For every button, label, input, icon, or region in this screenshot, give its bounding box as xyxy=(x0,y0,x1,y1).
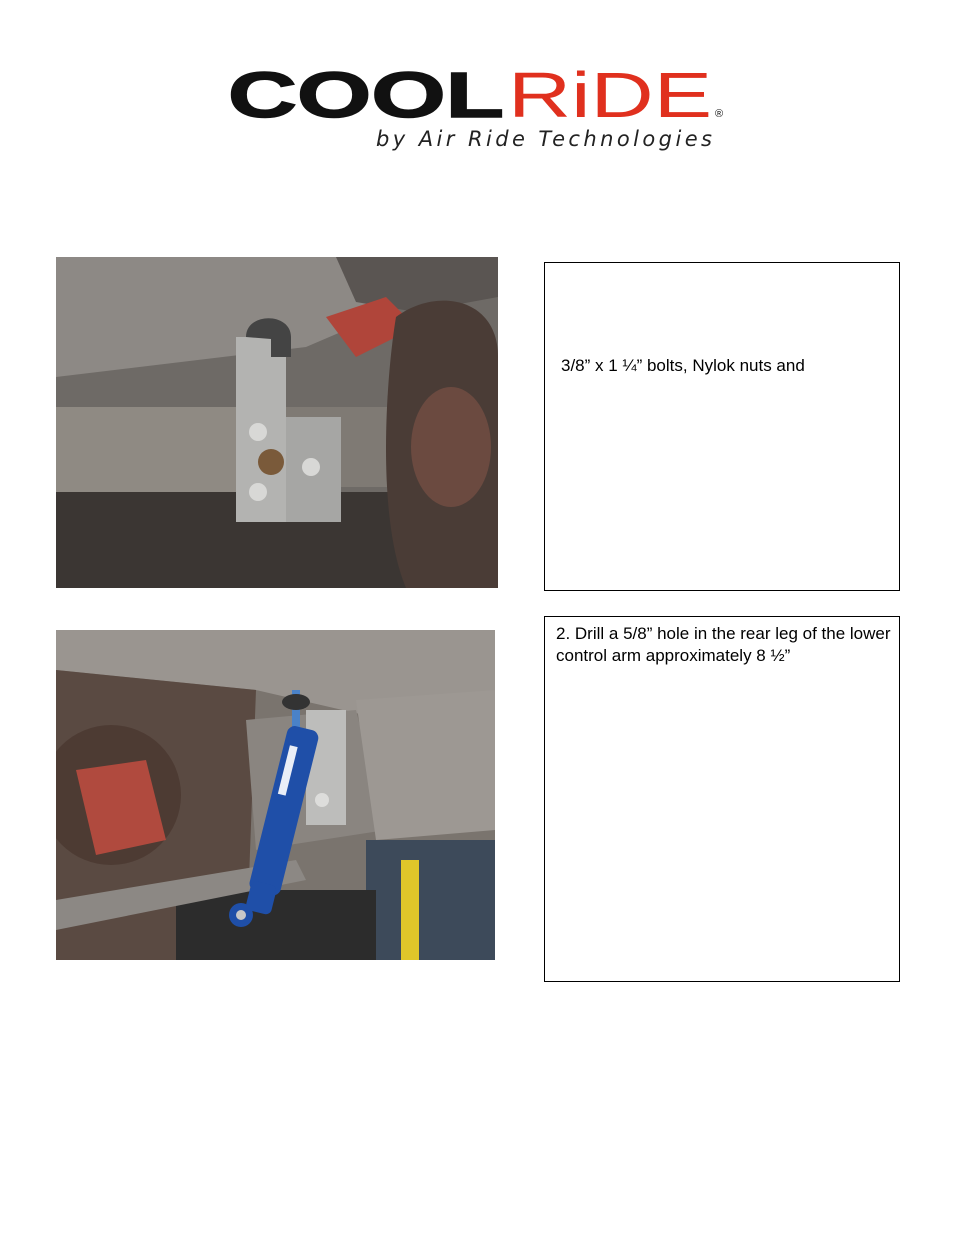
shock-install-photo xyxy=(56,630,495,960)
brand-accent: RiDE xyxy=(508,62,712,131)
brand-primary: COOL xyxy=(228,62,504,131)
bracket-mount-photo xyxy=(56,257,498,588)
step-1-text: 3/8” x 1 ¼” bolts, Nylok nuts and xyxy=(561,356,805,375)
registered-mark: ® xyxy=(715,108,724,120)
step-1-box xyxy=(544,262,900,591)
brand-tagline: by Air Ride Technologies xyxy=(376,127,712,151)
step-2-box xyxy=(544,616,900,982)
coolride-logo xyxy=(228,62,728,154)
step-2-text: 2. Drill a 5/8” hole in the rear leg of the lower control arm approximately 8 ½” xyxy=(556,624,891,665)
